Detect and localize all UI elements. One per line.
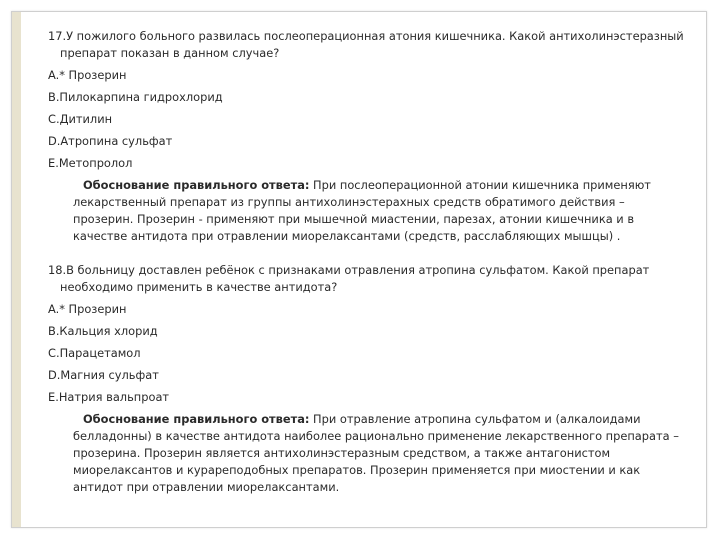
answer-option-c: C.Дитилин [48,112,113,126]
answer-explanation [73,411,688,496]
answer-option-a: A.* Прозерин [48,68,127,82]
answer-explanation [73,177,688,245]
slide-accent-bar [12,12,21,527]
answer-option-e: E.Натрия вальпроат [48,390,170,404]
slide-content [48,28,688,496]
explanation-label: Обоснование правильного ответа: [83,178,310,192]
answer-option-e: E.Метопролол [48,156,133,170]
answer-option-b: B.Кальция хлорид [48,324,158,338]
question-block-18 [48,262,688,496]
spacer [48,245,688,262]
answer-option-d: D.Магния сульфат [48,368,159,382]
answer-option-c: C.Парацетамол [48,346,141,360]
answer-option-a: A.* Прозерин [48,302,127,316]
explanation-text: При отравление атропина сульфатом и (алкалоидами белладонны) в качестве антидота наиболее рационально применение лекарственного препарата – прозерина. Прозерин является антихолинэстеразным средством, а также антагонистом миорелаксантов и курареподобных препаратов. Прозерин применяется при миостении и как антидот при отравлении миорелаксантами. [73,412,679,494]
question-block-17 [48,28,688,245]
question-stem: 17.У пожилого больного развилась послеоперационная атония кишечника. Какой антихолинэстеразный препарат показан в данном случае? [48,29,684,60]
answer-option-d: D.Атропина сульфат [48,134,173,148]
answer-option-b: B.Пилокарпина гидрохлорид [48,90,223,104]
question-stem: 18.В больницу доставлен ребёнок с признаками отравления атропина сульфатом. Какой препарат необходимо применить в качестве антидота? [48,263,650,294]
explanation-text: При послеоперационной атонии кишечника применяют лекарственный препарат из группы антихолинэстерахных средств обратимого действия – прозерин. Прозерин - применяют при мышечной миастении, парезах, атонии кишечника и в качестве антидота при отравлении миорелаксантами (средств, расслабляющих мышцы) . [73,178,651,243]
explanation-label: Обоснование правильного ответа: [83,412,310,426]
